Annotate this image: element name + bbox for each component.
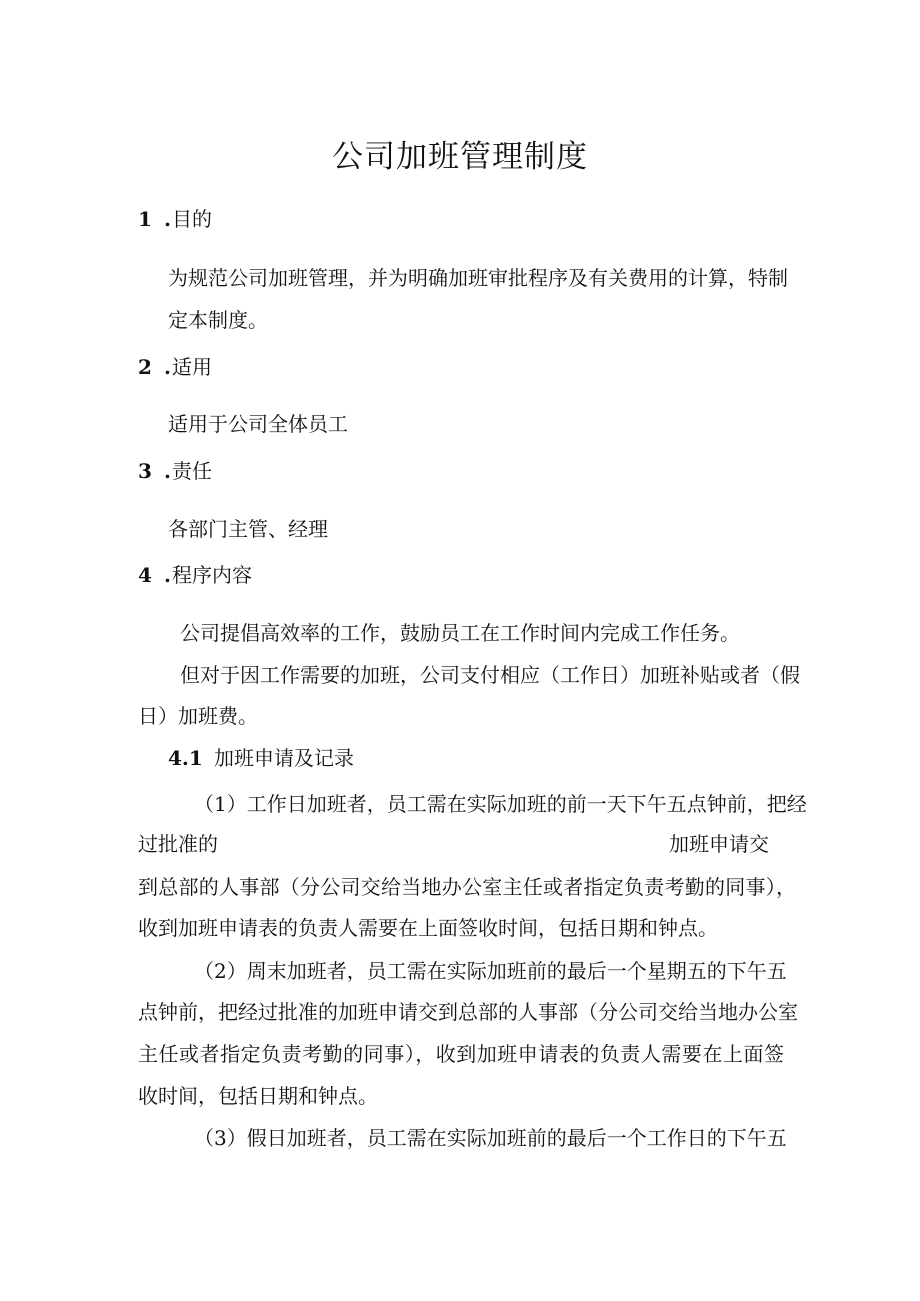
section-title: 程序内容 [172, 563, 252, 587]
paragraph-line: 收时间，包括日期和钟点。 [138, 1084, 378, 1108]
paragraph-line: 点钟前，把经过批准的加班申请交到总部的人事部（分公司交给当地办公室 [138, 1000, 798, 1024]
section-title: 责任 [172, 459, 212, 483]
paragraph-line: （3）假日加班者，员工需在实际加班前的最后一个工作日的下午五 [194, 1126, 787, 1150]
paragraph-line: 但对于因工作需要的加班，公司支付相应（工作日）加班补贴或者（假 [180, 663, 800, 687]
subsection-number: 4.1 [168, 746, 203, 770]
section-title: 目的 [172, 207, 212, 231]
paragraph-line: （1）工作日加班者，员工需在实际加班的前一天下午五点钟前，把经 [194, 792, 807, 816]
section-dot: . [164, 459, 171, 483]
section-dot: . [164, 207, 171, 231]
paragraph-line: 适用于公司全体员工 [168, 412, 348, 436]
section-dot: . [164, 563, 171, 587]
paragraph-line: 主任或者指定负责考勤的同事），收到加班申请表的负责人需要在上面签 [138, 1042, 784, 1066]
section-number: 3 [138, 459, 152, 483]
section-number: 1 [138, 207, 152, 231]
paragraph-line: 各部门主管、经理 [168, 517, 328, 541]
section-heading-1 [138, 205, 212, 233]
paragraph-line: 定本制度。 [168, 308, 268, 332]
paragraph-line: 公司提倡高效率的工作，鼓励员工在工作时间内完成工作任务。 [180, 621, 740, 645]
section-number: 4 [138, 563, 152, 587]
paragraph-line: 到总部的人事部（分公司交给当地办公室主任或者指定负责考勤的同事）， [138, 875, 796, 899]
section-dot: . [164, 355, 171, 379]
section-heading-2 [138, 353, 212, 381]
paragraph-line: 过批准的 [138, 832, 218, 856]
subsection-heading [168, 744, 354, 772]
section-heading-4 [138, 561, 252, 589]
paragraph-line: （2）周末加班者，员工需在实际加班前的最后一个星期五的下午五 [194, 959, 787, 983]
section-number: 2 [138, 355, 152, 379]
paragraph-line: 收到加班申请表的负责人需要在上面签收时间，包括日期和钟点。 [138, 916, 718, 940]
subsection-title: 加班申请及记录 [214, 746, 354, 770]
paragraph-line: 加班申请交 [669, 832, 769, 856]
section-title: 适用 [172, 355, 212, 379]
page-title: 公司加班管理制度 [332, 139, 588, 175]
section-heading-3 [138, 457, 212, 485]
paragraph-line: 为规范公司加班管理，并为明确加班审批程序及有关费用的计算，特制 [168, 266, 788, 290]
paragraph-line: 日）加班费。 [138, 704, 258, 728]
